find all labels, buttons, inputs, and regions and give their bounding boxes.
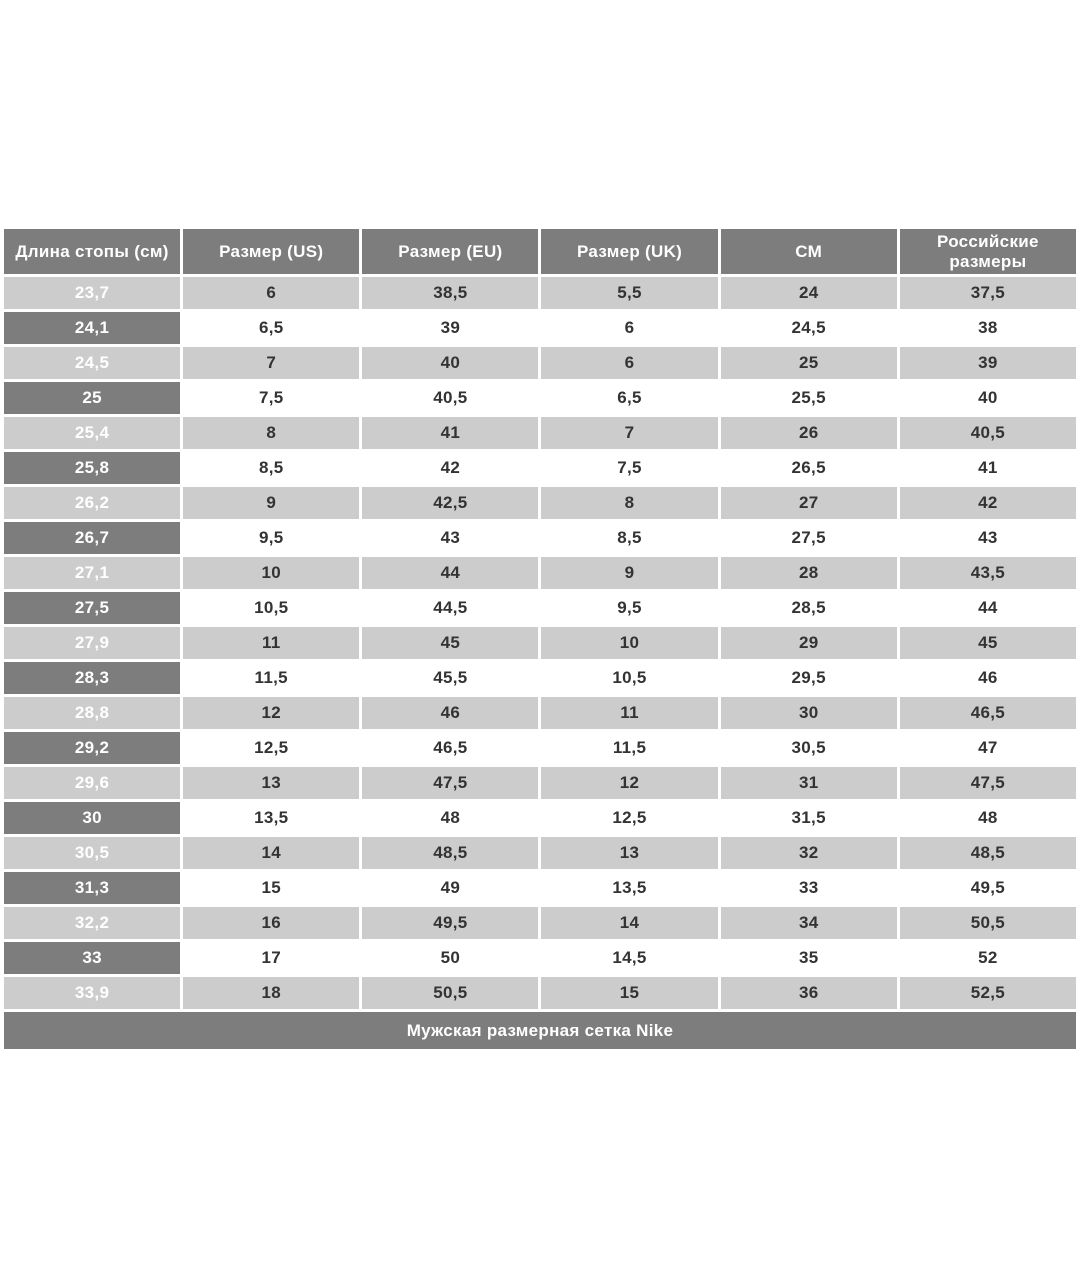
data-cell: 10,5 bbox=[183, 592, 359, 624]
data-cell: 42,5 bbox=[362, 487, 538, 519]
header-size-ru: Российские размеры bbox=[900, 229, 1076, 274]
data-cell: 14 bbox=[183, 837, 359, 869]
data-cell: 25 bbox=[721, 347, 897, 379]
data-cell: 9 bbox=[541, 557, 717, 589]
data-cell: 6 bbox=[183, 277, 359, 309]
data-cell: 11,5 bbox=[183, 662, 359, 694]
data-cell: 11 bbox=[183, 627, 359, 659]
table-row bbox=[4, 662, 1076, 694]
data-cell: 31,5 bbox=[721, 802, 897, 834]
data-cell: 49 bbox=[362, 872, 538, 904]
header-cm: СМ bbox=[721, 229, 897, 274]
data-cell: 48 bbox=[900, 802, 1076, 834]
header-size-us: Размер (US) bbox=[183, 229, 359, 274]
data-cell: 16 bbox=[183, 907, 359, 939]
data-cell: 15 bbox=[541, 977, 717, 1009]
data-cell: 44 bbox=[362, 557, 538, 589]
table-header bbox=[4, 229, 1076, 274]
data-cell: 18 bbox=[183, 977, 359, 1009]
data-cell: 7,5 bbox=[183, 382, 359, 414]
row-header-cell: 28,8 bbox=[4, 697, 180, 729]
data-cell: 14 bbox=[541, 907, 717, 939]
row-header-cell: 25 bbox=[4, 382, 180, 414]
data-cell: 47,5 bbox=[362, 767, 538, 799]
table-body bbox=[4, 277, 1076, 1009]
table-row bbox=[4, 977, 1076, 1009]
data-cell: 40 bbox=[900, 382, 1076, 414]
data-cell: 44,5 bbox=[362, 592, 538, 624]
data-cell: 13 bbox=[541, 837, 717, 869]
table-row bbox=[4, 382, 1076, 414]
data-cell: 6,5 bbox=[183, 312, 359, 344]
data-cell: 47,5 bbox=[900, 767, 1076, 799]
data-cell: 47 bbox=[900, 732, 1076, 764]
data-cell: 11,5 bbox=[541, 732, 717, 764]
size-conversion-table bbox=[1, 226, 1079, 1052]
data-cell: 12,5 bbox=[183, 732, 359, 764]
data-cell: 52,5 bbox=[900, 977, 1076, 1009]
data-cell: 6 bbox=[541, 347, 717, 379]
data-cell: 6,5 bbox=[541, 382, 717, 414]
data-cell: 40,5 bbox=[900, 417, 1076, 449]
row-header-cell: 24,1 bbox=[4, 312, 180, 344]
table-row bbox=[4, 417, 1076, 449]
data-cell: 9,5 bbox=[183, 522, 359, 554]
row-header-cell: 27,1 bbox=[4, 557, 180, 589]
data-cell: 33 bbox=[721, 872, 897, 904]
table-row bbox=[4, 487, 1076, 519]
data-cell: 8 bbox=[541, 487, 717, 519]
row-header-cell: 23,7 bbox=[4, 277, 180, 309]
table-row bbox=[4, 942, 1076, 974]
header-row bbox=[4, 229, 1076, 274]
data-cell: 48,5 bbox=[900, 837, 1076, 869]
row-header-cell: 25,4 bbox=[4, 417, 180, 449]
data-cell: 8,5 bbox=[183, 452, 359, 484]
data-cell: 10,5 bbox=[541, 662, 717, 694]
header-foot-length: Длина стопы (см) bbox=[4, 229, 180, 274]
data-cell: 39 bbox=[362, 312, 538, 344]
row-header-cell: 27,9 bbox=[4, 627, 180, 659]
data-cell: 9 bbox=[183, 487, 359, 519]
data-cell: 44 bbox=[900, 592, 1076, 624]
row-header-cell: 26,7 bbox=[4, 522, 180, 554]
data-cell: 38,5 bbox=[362, 277, 538, 309]
data-cell: 17 bbox=[183, 942, 359, 974]
data-cell: 43 bbox=[900, 522, 1076, 554]
data-cell: 29 bbox=[721, 627, 897, 659]
data-cell: 40,5 bbox=[362, 382, 538, 414]
data-cell: 7,5 bbox=[541, 452, 717, 484]
table-row bbox=[4, 277, 1076, 309]
data-cell: 13,5 bbox=[183, 802, 359, 834]
table-row bbox=[4, 802, 1076, 834]
data-cell: 39 bbox=[900, 347, 1076, 379]
data-cell: 41 bbox=[362, 417, 538, 449]
data-cell: 50,5 bbox=[900, 907, 1076, 939]
row-header-cell: 26,2 bbox=[4, 487, 180, 519]
data-cell: 36 bbox=[721, 977, 897, 1009]
header-size-eu: Размер (EU) bbox=[362, 229, 538, 274]
data-cell: 30,5 bbox=[721, 732, 897, 764]
data-cell: 45,5 bbox=[362, 662, 538, 694]
data-cell: 42 bbox=[900, 487, 1076, 519]
data-cell: 5,5 bbox=[541, 277, 717, 309]
table-row bbox=[4, 452, 1076, 484]
header-size-uk: Размер (UK) bbox=[541, 229, 717, 274]
data-cell: 14,5 bbox=[541, 942, 717, 974]
data-cell: 49,5 bbox=[362, 907, 538, 939]
data-cell: 46 bbox=[900, 662, 1076, 694]
table-row bbox=[4, 697, 1076, 729]
data-cell: 26,5 bbox=[721, 452, 897, 484]
row-header-cell: 30 bbox=[4, 802, 180, 834]
data-cell: 45 bbox=[362, 627, 538, 659]
data-cell: 32 bbox=[721, 837, 897, 869]
row-header-cell: 28,3 bbox=[4, 662, 180, 694]
table-row bbox=[4, 347, 1076, 379]
data-cell: 13,5 bbox=[541, 872, 717, 904]
row-header-cell: 30,5 bbox=[4, 837, 180, 869]
table-row bbox=[4, 872, 1076, 904]
data-cell: 24,5 bbox=[721, 312, 897, 344]
data-cell: 7 bbox=[541, 417, 717, 449]
data-cell: 12 bbox=[541, 767, 717, 799]
data-cell: 26 bbox=[721, 417, 897, 449]
data-cell: 45 bbox=[900, 627, 1076, 659]
data-cell: 13 bbox=[183, 767, 359, 799]
data-cell: 34 bbox=[721, 907, 897, 939]
data-cell: 12,5 bbox=[541, 802, 717, 834]
data-cell: 8 bbox=[183, 417, 359, 449]
data-cell: 15 bbox=[183, 872, 359, 904]
data-cell: 42 bbox=[362, 452, 538, 484]
data-cell: 10 bbox=[183, 557, 359, 589]
data-cell: 50 bbox=[362, 942, 538, 974]
data-cell: 30 bbox=[721, 697, 897, 729]
data-cell: 43 bbox=[362, 522, 538, 554]
data-cell: 10 bbox=[541, 627, 717, 659]
table-row bbox=[4, 557, 1076, 589]
row-header-cell: 27,5 bbox=[4, 592, 180, 624]
row-header-cell: 25,8 bbox=[4, 452, 180, 484]
row-header-cell: 31,3 bbox=[4, 872, 180, 904]
data-cell: 27,5 bbox=[721, 522, 897, 554]
table-row bbox=[4, 312, 1076, 344]
row-header-cell: 29,6 bbox=[4, 767, 180, 799]
data-cell: 28 bbox=[721, 557, 897, 589]
data-cell: 46 bbox=[362, 697, 538, 729]
data-cell: 48 bbox=[362, 802, 538, 834]
row-header-cell: 24,5 bbox=[4, 347, 180, 379]
table-row bbox=[4, 837, 1076, 869]
data-cell: 9,5 bbox=[541, 592, 717, 624]
data-cell: 46,5 bbox=[900, 697, 1076, 729]
table-row bbox=[4, 522, 1076, 554]
data-cell: 31 bbox=[721, 767, 897, 799]
data-cell: 38 bbox=[900, 312, 1076, 344]
table-row bbox=[4, 592, 1076, 624]
footer-caption: Мужская размерная сетка Nike bbox=[4, 1012, 1076, 1049]
table-row bbox=[4, 907, 1076, 939]
table-row bbox=[4, 627, 1076, 659]
row-header-cell: 33,9 bbox=[4, 977, 180, 1009]
row-header-cell: 32,2 bbox=[4, 907, 180, 939]
data-cell: 43,5 bbox=[900, 557, 1076, 589]
table-footer bbox=[4, 1012, 1076, 1049]
data-cell: 35 bbox=[721, 942, 897, 974]
data-cell: 41 bbox=[900, 452, 1076, 484]
data-cell: 46,5 bbox=[362, 732, 538, 764]
data-cell: 12 bbox=[183, 697, 359, 729]
data-cell: 25,5 bbox=[721, 382, 897, 414]
data-cell: 50,5 bbox=[362, 977, 538, 1009]
data-cell: 37,5 bbox=[900, 277, 1076, 309]
row-header-cell: 29,2 bbox=[4, 732, 180, 764]
row-header-cell: 33 bbox=[4, 942, 180, 974]
data-cell: 49,5 bbox=[900, 872, 1076, 904]
table-row bbox=[4, 732, 1076, 764]
data-cell: 40 bbox=[362, 347, 538, 379]
data-cell: 11 bbox=[541, 697, 717, 729]
data-cell: 6 bbox=[541, 312, 717, 344]
data-cell: 52 bbox=[900, 942, 1076, 974]
data-cell: 7 bbox=[183, 347, 359, 379]
table-row bbox=[4, 767, 1076, 799]
data-cell: 48,5 bbox=[362, 837, 538, 869]
footer-row bbox=[4, 1012, 1076, 1049]
data-cell: 24 bbox=[721, 277, 897, 309]
data-cell: 29,5 bbox=[721, 662, 897, 694]
data-cell: 8,5 bbox=[541, 522, 717, 554]
data-cell: 27 bbox=[721, 487, 897, 519]
data-cell: 28,5 bbox=[721, 592, 897, 624]
